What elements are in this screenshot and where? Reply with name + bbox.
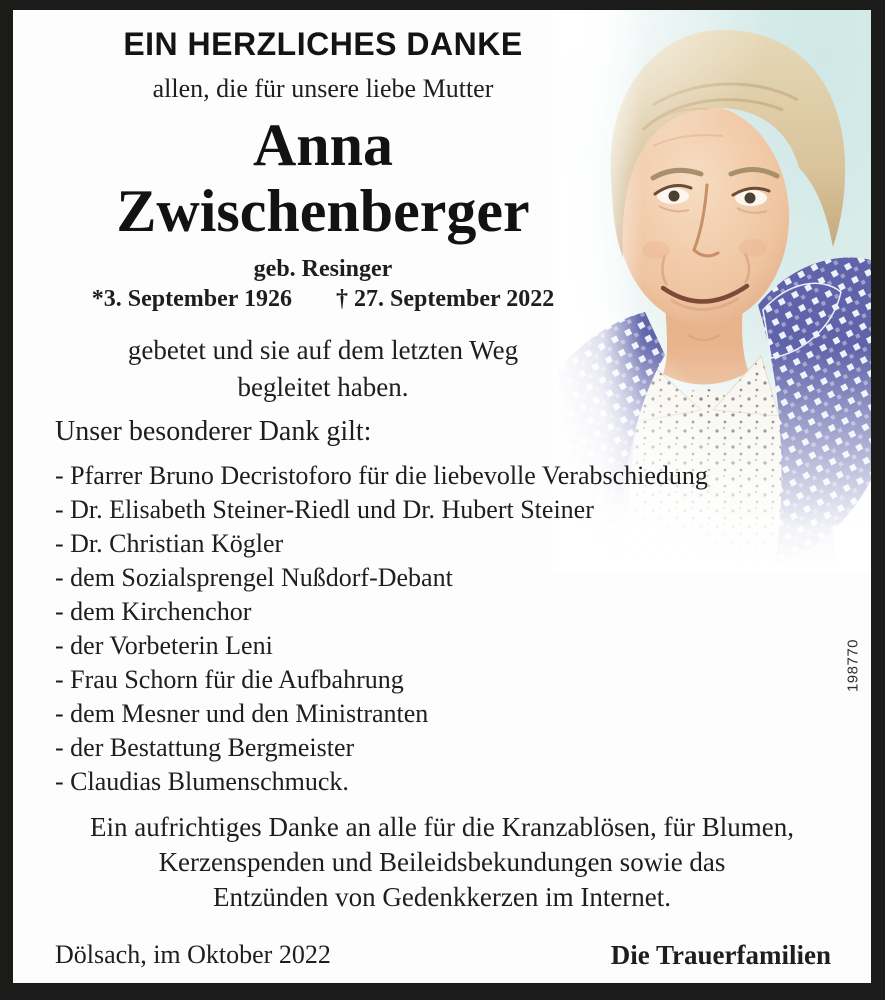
footer-place-date: Dölsach, im Oktober 2022 [55,940,331,969]
closing-line: Kerzenspenden und Beileidsbekundungen sowie das [158,847,726,877]
cheek-right [739,239,767,257]
closing-line: Entzünden von Gedenkkerzen im Internet. [212,882,672,912]
life-dates [43,286,603,313]
thanks-list [55,459,815,799]
deceased-first-name: Anna [252,112,394,178]
closing-paragraph [43,810,841,915]
thanks-list-item: - der Vorbeterin Leni [55,631,273,660]
cheek-left [642,241,670,259]
eye-right [745,193,756,204]
thanks-heading: Unser besonderer Dank gilt: [55,416,372,447]
thanks-list-item: - Claudias Blumenschmuck. [55,767,349,796]
thanks-list-item: - Dr. Elisabeth Steiner-Riedl und Dr. Hubert Steiner [55,495,594,524]
prayer-sentence [43,332,603,406]
thanks-list-item: - dem Mesner und den Ministranten [55,699,429,728]
prayer-line-2: begleitet haben. [237,372,409,402]
death-date: † 27. September 2022 [336,286,555,312]
closing-line: Ein aufrichtiges Danke an alle für die Kranzablösen, für Blumen, [90,812,794,842]
reference-number: 198770 [844,638,862,693]
prayer-line-1: gebetet und sie auf dem letzten Weg [127,335,519,365]
intro-line: allen, die für unsere liebe Mutter [152,74,494,103]
thanks-list-item: - dem Kirchenchor [55,597,252,626]
eye-left [669,191,680,202]
deceased-name [43,112,603,244]
thanks-list-item: - Pfarrer Bruno Decristoforo für die liebevolle Verabschiedung [55,461,708,490]
headline: EIN HERZLICHES DANKE [123,26,523,62]
thanks-list-item: - Dr. Christian Kögler [55,529,284,558]
obituary-page [13,10,871,983]
deceased-last-name: Zwischenberger [116,178,530,244]
thanks-list-item: - dem Sozialsprengel Nußdorf-Debant [55,563,453,592]
maiden-name: geb. Resinger [253,256,393,282]
thanks-list-item: - der Bestattung Bergmeister [55,733,355,762]
footer-signature: Die Trauerfamilien [610,940,831,970]
thanks-list-item: - Frau Schorn für die Aufbahrung [55,665,404,694]
birth-date: *3. September 1926 [91,286,292,312]
